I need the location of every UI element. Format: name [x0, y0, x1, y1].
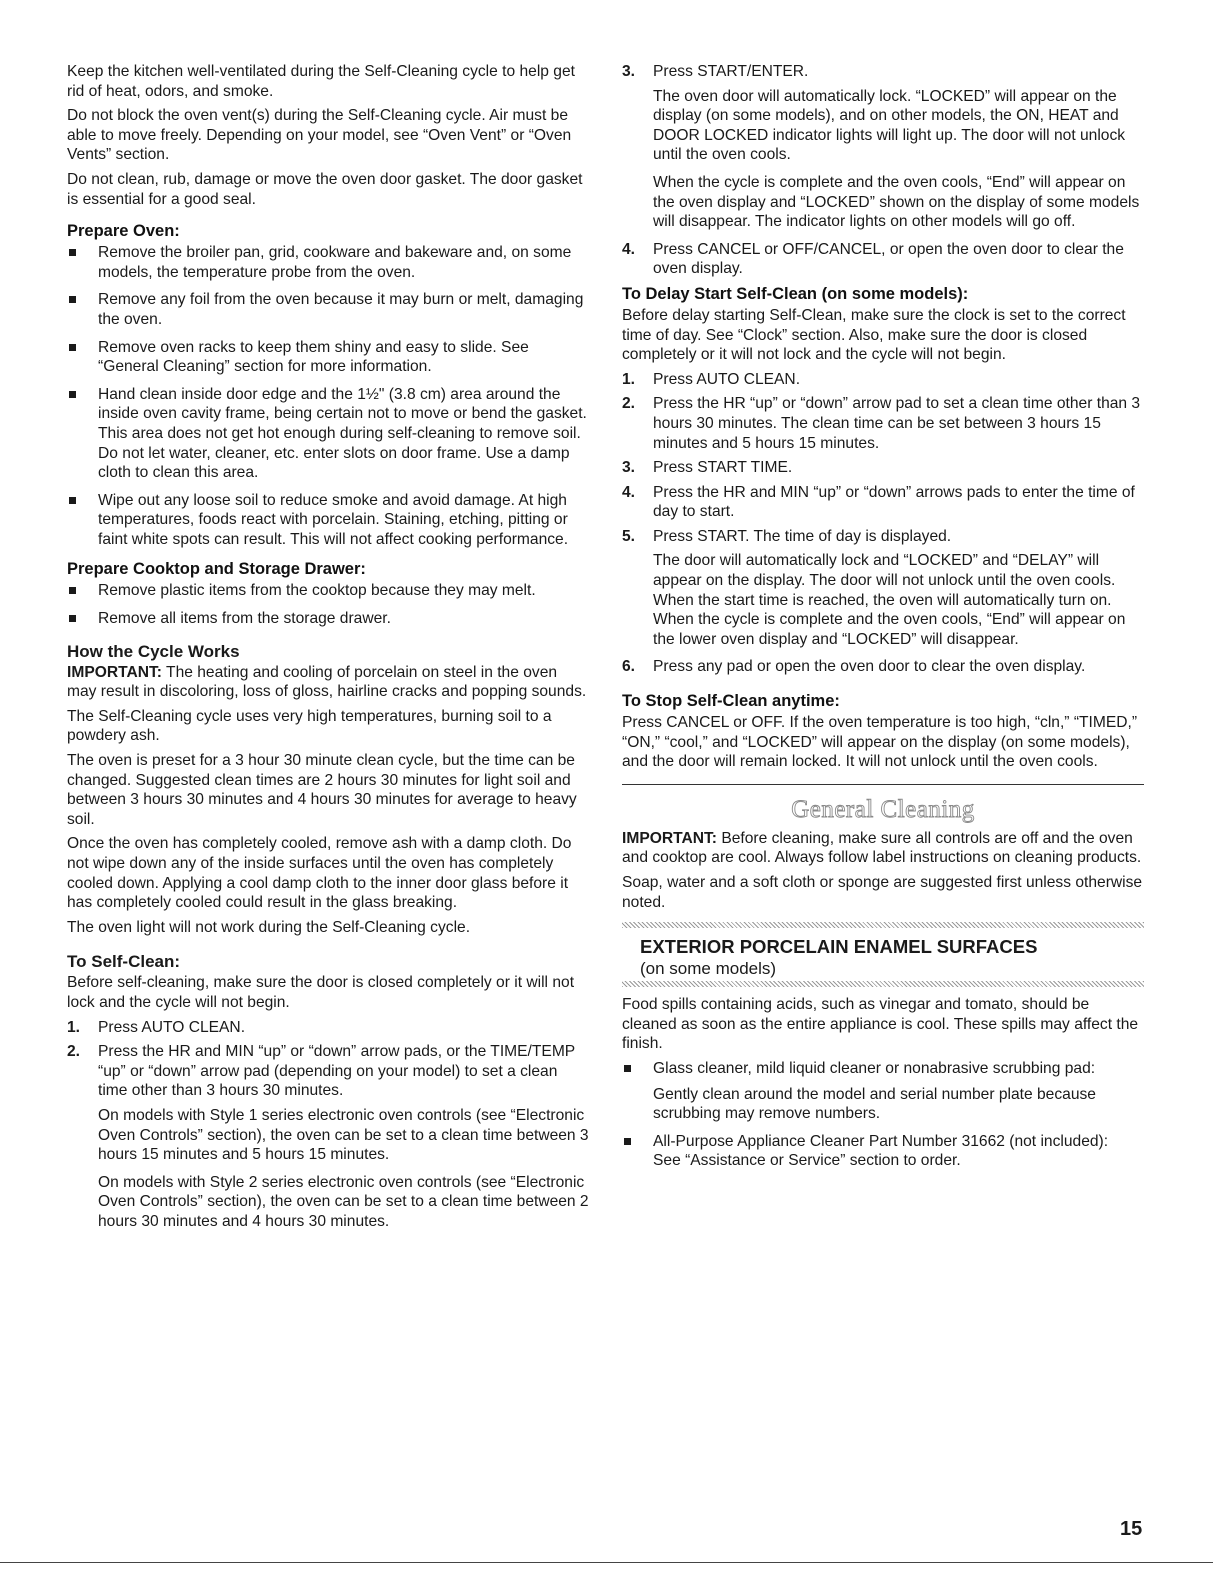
page-number: 15 — [1120, 1518, 1143, 1540]
list-item — [622, 1132, 1144, 1152]
list-item-text: Remove oven racks to keep them shiny and easy to slide. See “General Cleaning” section for more information. — [98, 338, 529, 376]
stop-paragraph: Press CANCEL or OFF. If the oven temperature is too high, “cln,” “TIMED,” “ON,” “cool,” and “LOCKED” will appear on the display (on some models), and the door will remain locked. It will not unlock until the oven cools. — [622, 714, 1138, 771]
step-number: 1. — [67, 1018, 81, 1036]
step-item — [622, 458, 1144, 478]
bullet-icon — [69, 497, 76, 504]
stop-self-clean-heading: To Stop Self-Clean anytime: — [622, 692, 840, 711]
list-item-text: All-Purpose Appliance Cleaner Part Number 31662 (not included): — [653, 1132, 1109, 1150]
step-item — [67, 1042, 590, 1101]
important-text: Before cleaning, make sure all controls are off and the oven and cooktop are cool. Always follow label instructions on cleaning products. — [622, 829, 1142, 867]
step-text: Press AUTO CLEAN. — [98, 1018, 246, 1036]
self-clean-intro: Before self-cleaning, make sure the door is closed completely or it will not lock and the cycle will not begin. — [67, 974, 575, 1011]
list-item-text: Remove the broiler pan, grid, cookware and bakeware and, on some models, the temperature probe from the oven. — [98, 244, 572, 281]
step-number: 4. — [622, 240, 636, 258]
list-item — [67, 290, 590, 329]
important-text: The heating and cooling of porcelain on steel in the oven may result in discoloring, loss of gloss, hairline cracks and popping sounds. — [67, 663, 587, 701]
step-item — [622, 370, 1144, 390]
step-text: Press AUTO CLEAN. — [653, 370, 801, 388]
list-item-text: Remove any foil from the oven because it may burn or melt, damaging the oven. — [98, 291, 584, 328]
important-label: IMPORTANT: — [622, 829, 717, 847]
exterior-porcelain-heading: EXTERIOR PORCELAIN ENAMEL SURFACES — [640, 936, 1038, 958]
list-item — [67, 385, 590, 483]
general-cleaning-title: General Cleaning — [791, 795, 975, 823]
delay-start-heading: To Delay Start Self-Clean (on some models): — [622, 284, 969, 303]
step-note: On models with Style 2 series electronic oven controls (see “Electronic Oven Controls” section), the oven can be set to a clean time between 2 hours 30 minutes and 4 hours 30 minutes. — [98, 1173, 589, 1230]
food-spills-paragraph: Food spills containing acids, such as vinegar and tomato, should be cleaned as soon as the entire appliance is cool. These spills may affect the finish. — [622, 996, 1139, 1053]
step-text: Press START/ENTER. — [653, 63, 809, 80]
hatch-divider — [622, 981, 1144, 987]
oven-light-paragraph: The oven light will not work during the Self-Cleaning cycle. — [67, 918, 471, 936]
step-item — [622, 657, 1144, 677]
step-number: 3. — [622, 63, 636, 80]
left-column — [67, 62, 590, 1240]
step-note: On models with Style 1 series electronic oven controls (see “Electronic Oven Controls” section), the oven can be set to a clean time between 3 hours 15 minutes and 5 hours 15 minutes. — [98, 1106, 589, 1164]
general-important-paragraph — [622, 829, 1144, 868]
high-temp-paragraph: The Self-Cleaning cycle uses very high temperatures, burning soil to a powdery ash. — [67, 707, 552, 745]
list-item — [67, 243, 590, 282]
bullet-icon — [69, 296, 76, 303]
section-divider — [622, 784, 1144, 785]
bullet-icon — [624, 1138, 631, 1145]
important-label: IMPORTANT: — [67, 663, 162, 681]
step-text: Press any pad or open the oven door to clear the oven display. — [653, 658, 1086, 676]
step-number: 3. — [622, 459, 636, 477]
delay-intro: Before delay starting Self-Clean, make sure the clock is set to the correct time of day. See “Clock” section. Also, make sure the door is closed completely or it will not lock and the cycle will not begin. — [622, 306, 1126, 364]
list-item-text: Wipe out any loose soil to reduce smoke and avoid damage. At high temperatures, foods react with porcelain. Staining, etching, pitting or faint white spots can result. This will not affect cooking performance. — [98, 491, 569, 548]
list-item — [67, 581, 590, 601]
list-item-text: Remove plastic items from the cooktop because they may melt. — [98, 582, 536, 600]
prepare-cooktop-heading: Prepare Cooktop and Storage Drawer: — [67, 560, 366, 579]
bullet-icon — [624, 1065, 631, 1072]
bullet-icon — [69, 615, 76, 622]
oven-vent-paragraph: Do not block the oven vent(s) during the Self-Cleaning cycle. Air must be able to move freely. Depending on your model, see “Oven Vent” or “Oven Vents” section. — [67, 107, 572, 164]
list-item — [622, 1059, 1144, 1079]
step-text: Press START. The time of day is displayed. — [653, 527, 952, 545]
step-number: 1. — [622, 370, 636, 388]
step-item — [622, 394, 1144, 453]
exterior-porcelain-subtitle: (on some models) — [640, 959, 777, 979]
step-note: When the cycle is complete and the oven cools, “End” will appear on the oven display and “LOCKED” shown on the display of some models will disappear. The indicator lights on other models will go off. — [653, 173, 1140, 231]
list-item — [67, 338, 590, 377]
ventilation-paragraph: Keep the kitchen well-ventilated during the Self-Cleaning cycle to help get rid of heat, odors, and smoke. — [67, 63, 575, 100]
step-text: Press CANCEL or OFF/CANCEL, or open the oven door to clear the oven display. — [653, 240, 1124, 278]
list-item — [67, 491, 590, 550]
bottom-rule — [0, 1562, 1213, 1563]
gasket-paragraph: Do not clean, rub, damage or move the oven door gasket. The door gasket is essential for a good seal. — [67, 170, 583, 208]
step-text: Press the HR and MIN “up” or “down” arrows pads to enter the time of day to start. — [653, 483, 1135, 521]
ash-paragraph: Once the oven has completely cooled, remove ash with a damp cloth. Do not wipe down any of the inside surfaces until the oven has completely cooled down. Applying a cool damp cloth to the inner door glass before it has completely cooled could result in the glass breaking. — [67, 835, 572, 912]
step-text: Press the HR and MIN “up” or “down” arrow pads, or the TIME/TEMP “up” or “down” arrow pad (depending on your model) to set a clean time other than 3 hours 30 minutes. — [98, 1043, 575, 1100]
list-item — [67, 609, 590, 629]
step-text: Press the HR “up” or “down” arrow pad to set a clean time other than 3 hours 30 minutes. The clean time can be set between 3 hours 15 minutes and 5 hours 15 minutes. — [653, 395, 1141, 452]
bullet-icon — [69, 249, 76, 256]
preset-paragraph: The oven is preset for a 3 hour 30 minute clean cycle, but the time can be changed. Suggested clean times are 2 hours 30 minutes for light soil and between 3 hours 30 minutes and 4 hours 30 minutes for average to heavy soil. — [67, 752, 577, 828]
prepare-oven-heading: Prepare Oven: — [67, 222, 180, 241]
step-note: The oven door will automatically lock. “LOCKED” will appear on the display (on some models), and on other models, the ON, HEAT and DOOR LOCKED indicator lights will light up. The door will not unlock until the oven cools. — [653, 87, 1126, 164]
step-number: 2. — [67, 1043, 81, 1061]
soap-paragraph: Soap, water and a soft cloth or sponge are suggested first unless otherwise noted. — [622, 874, 1143, 911]
step-text: Press START TIME. — [653, 459, 793, 477]
step-number: 5. — [622, 527, 636, 545]
important-paragraph — [67, 663, 590, 702]
step-note: The door will automatically lock and “LOCKED” and “DELAY” will appear on the display. The door will not unlock until the oven cools. When the start time is reached, the oven will automatically turn on. When the cycle is complete and the oven cools, “End” will appear on the lower oven display and “LOCKED” will disappear. — [653, 552, 1126, 648]
bullet-icon — [69, 587, 76, 594]
list-item-note: Gently clean around the model and serial number plate because scrubbing may remove numbers. — [653, 1085, 1096, 1123]
step-item — [622, 62, 1144, 82]
bullet-icon — [69, 391, 76, 398]
list-item-text: Remove all items from the storage drawer. — [98, 610, 391, 628]
step-item — [622, 240, 1144, 279]
right-column — [622, 62, 1144, 1179]
list-item-text: Hand clean inside door edge and the 1½" (3.8 cm) area around the inside oven cavity frame, being certain not to move or bend the gasket. This area does not get hot enough during self-cleaning to remove soil. Do not let water, cleaner, etc. enter slots on door frame. Use a damp cloth to clean this area. — [98, 385, 587, 482]
list-item-text: Glass cleaner, mild liquid cleaner or nonabrasive scrubbing pad: — [653, 1059, 1096, 1077]
hatch-divider — [622, 922, 1144, 928]
step-number: 4. — [622, 483, 636, 501]
list-item-note: See “Assistance or Service” section to order. — [653, 1152, 961, 1170]
step-number: 6. — [622, 658, 636, 676]
bullet-icon — [69, 344, 76, 351]
step-number: 2. — [622, 395, 636, 413]
step-item — [622, 527, 1144, 547]
step-item — [67, 1018, 590, 1038]
to-self-clean-heading: To Self-Clean: — [67, 952, 181, 972]
how-cycle-works-heading: How the Cycle Works — [67, 641, 240, 661]
step-item — [622, 483, 1144, 522]
